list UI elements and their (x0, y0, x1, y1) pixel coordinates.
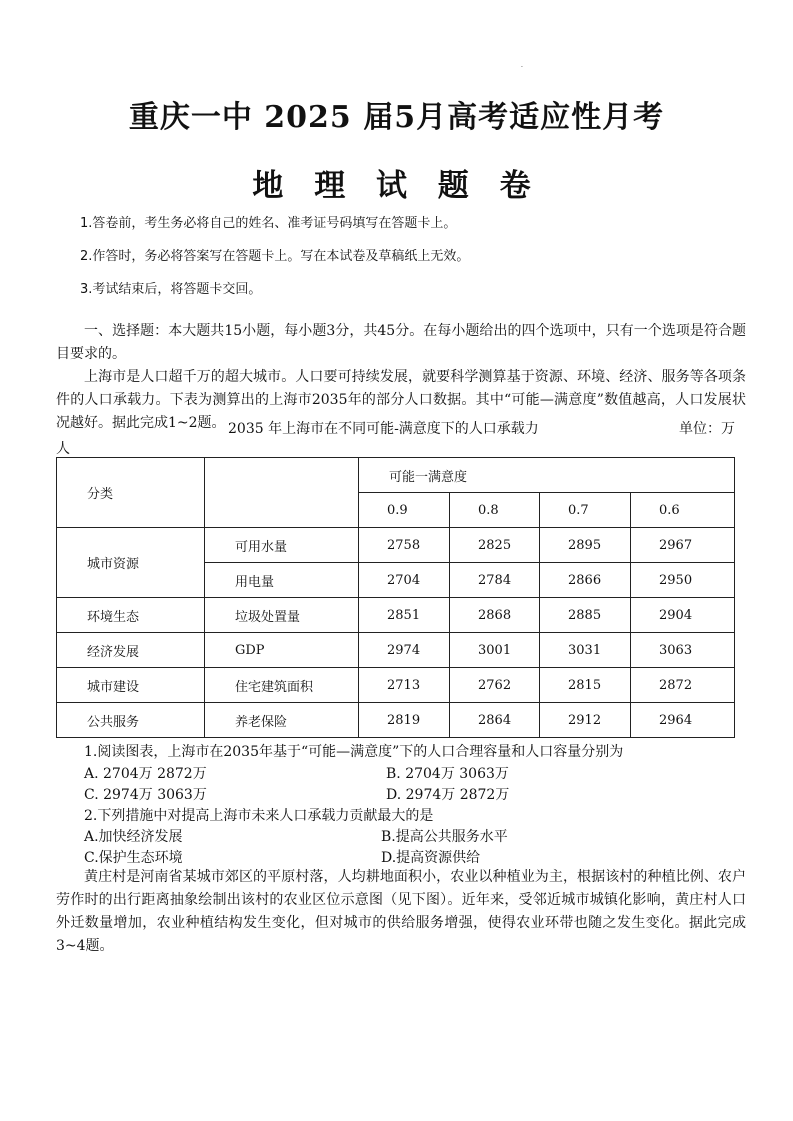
row-item: 可用水量 (205, 528, 359, 563)
instruction-1: 1.答卷前，考生务必将自己的姓名、准考证号码填写在答题卡上。 (80, 216, 457, 231)
row-item: 垃圾处置量 (205, 598, 359, 633)
table-unit-wrap: 人 (56, 441, 70, 457)
cell-value: 2866 (540, 563, 631, 598)
cell-value: 2825 (450, 528, 540, 563)
cell-value: 2912 (540, 703, 631, 738)
decorative-dot: . (521, 62, 523, 69)
instruction-2: 2.作答时，务必将答案写在答题卡上。写在本试卷及草稿纸上无效。 (80, 249, 470, 264)
row-item: GDP (205, 633, 359, 668)
question-1-option-c: C. 2974万 3063万 (84, 787, 207, 803)
cell-value: 3031 (540, 633, 631, 668)
table-row (57, 528, 735, 563)
cell-value: 3063 (631, 633, 735, 668)
cell-value: 2950 (631, 563, 735, 598)
cell-value: 2967 (631, 528, 735, 563)
cell-value: 2784 (450, 563, 540, 598)
cell-value: 2762 (450, 668, 540, 703)
question-2-option-a: A.加快经济发展 (84, 829, 183, 845)
cell-value: 3001 (450, 633, 540, 668)
cell-value: 2964 (631, 703, 735, 738)
section-heading: 一、选择题：本大题共15小题，每小题3分，共45分。在每小题给出的四个选项中，只有一个选项是符合题目要求的。 (56, 323, 746, 362)
cell-value: 2713 (359, 668, 450, 703)
table-row (57, 633, 735, 668)
level-header: 0.7 (540, 493, 631, 528)
section-intro: 上海市是人口超千万的超大城市。人口要可持续发展，就要科学测算基于资源、环境、经济、服务等各项条件的人口承载力。下表为测算出的上海市2035年的部分人口数据。其中“可能—满意度”数值越高，人口发展状况越好。据此完成1~2题。 (56, 369, 746, 431)
category-header: 分类 (57, 458, 205, 528)
row-item: 养老保险 (205, 703, 359, 738)
cell-value: 2819 (359, 703, 450, 738)
row-group: 环境生态 (57, 598, 205, 633)
question-2-option-d: D.提高资源供给 (381, 850, 481, 866)
level-header: 0.6 (631, 493, 735, 528)
cell-value: 2895 (540, 528, 631, 563)
population-table (56, 457, 735, 738)
passage-2 (56, 866, 746, 958)
level-header: 0.8 (450, 493, 540, 528)
question-1-option-a: A. 2704万 2872万 (84, 766, 207, 782)
cell-value: 2974 (359, 633, 450, 668)
cell-value: 2758 (359, 528, 450, 563)
cell-value: 2864 (450, 703, 540, 738)
cell-value: 2868 (450, 598, 540, 633)
question-1-stem: 1.阅读图表，上海市在2035年基于“可能—满意度”下的人口合理容量和人口容量分别为 (84, 744, 624, 760)
cell-value: 2851 (359, 598, 450, 633)
row-group: 城市资源 (57, 528, 205, 598)
cell-value: 2704 (359, 563, 450, 598)
cell-value: 2815 (540, 668, 631, 703)
cell-value: 2904 (631, 598, 735, 633)
page-subtitle: 地 理 试 题 卷 (252, 168, 541, 204)
table-header-row (57, 458, 735, 493)
question-2-option-c: C.保护生态环境 (84, 850, 183, 866)
table-row (57, 703, 735, 738)
question-2-option-b: B.提高公共服务水平 (381, 829, 508, 845)
row-group: 公共服务 (57, 703, 205, 738)
table-unit: 单位：万 (679, 421, 735, 437)
question-1-option-d: D. 2974万 2872万 (386, 787, 510, 803)
row-item: 用电量 (205, 563, 359, 598)
row-group: 经济发展 (57, 633, 205, 668)
row-group: 城市建设 (57, 668, 205, 703)
passage-2-text: 黄庄村是河南省某城市郊区的平原村落，人均耕地面积小，农业以种植业为主，根据该村的种植比例、农户劳作时的出行距离抽象绘制出该村的农业区位示意图（见下图）。近年来，受邻近城市城镇化影响，黄庄村人口外迁数量增加，农业种植结构发生变化，但对城市的供给服务增强，使得农业环带也随之发生变化。据此完成3~4题。 (56, 869, 746, 954)
cell-value: 2885 (540, 598, 631, 633)
page-title: 重庆一中 2025 届5月高考适应性月考 (128, 100, 665, 135)
table-row (57, 668, 735, 703)
row-item: 住宅建筑面积 (205, 668, 359, 703)
cell-value: 2872 (631, 668, 735, 703)
instruction-3: 3.考试结束后，将答题卡交回。 (80, 282, 262, 297)
level-header: 0.9 (359, 493, 450, 528)
empty-header-cell (205, 458, 359, 528)
group-header: 可能一满意度 (359, 458, 735, 493)
table-caption: 2035 年上海市在不同可能-满意度下的人口承载力 (228, 421, 539, 437)
table-row (57, 598, 735, 633)
question-2-stem: 2.下列措施中对提高上海市未来人口承载力贡献最大的是 (84, 808, 434, 824)
question-1-option-b: B. 2704万 3063万 (386, 766, 509, 782)
